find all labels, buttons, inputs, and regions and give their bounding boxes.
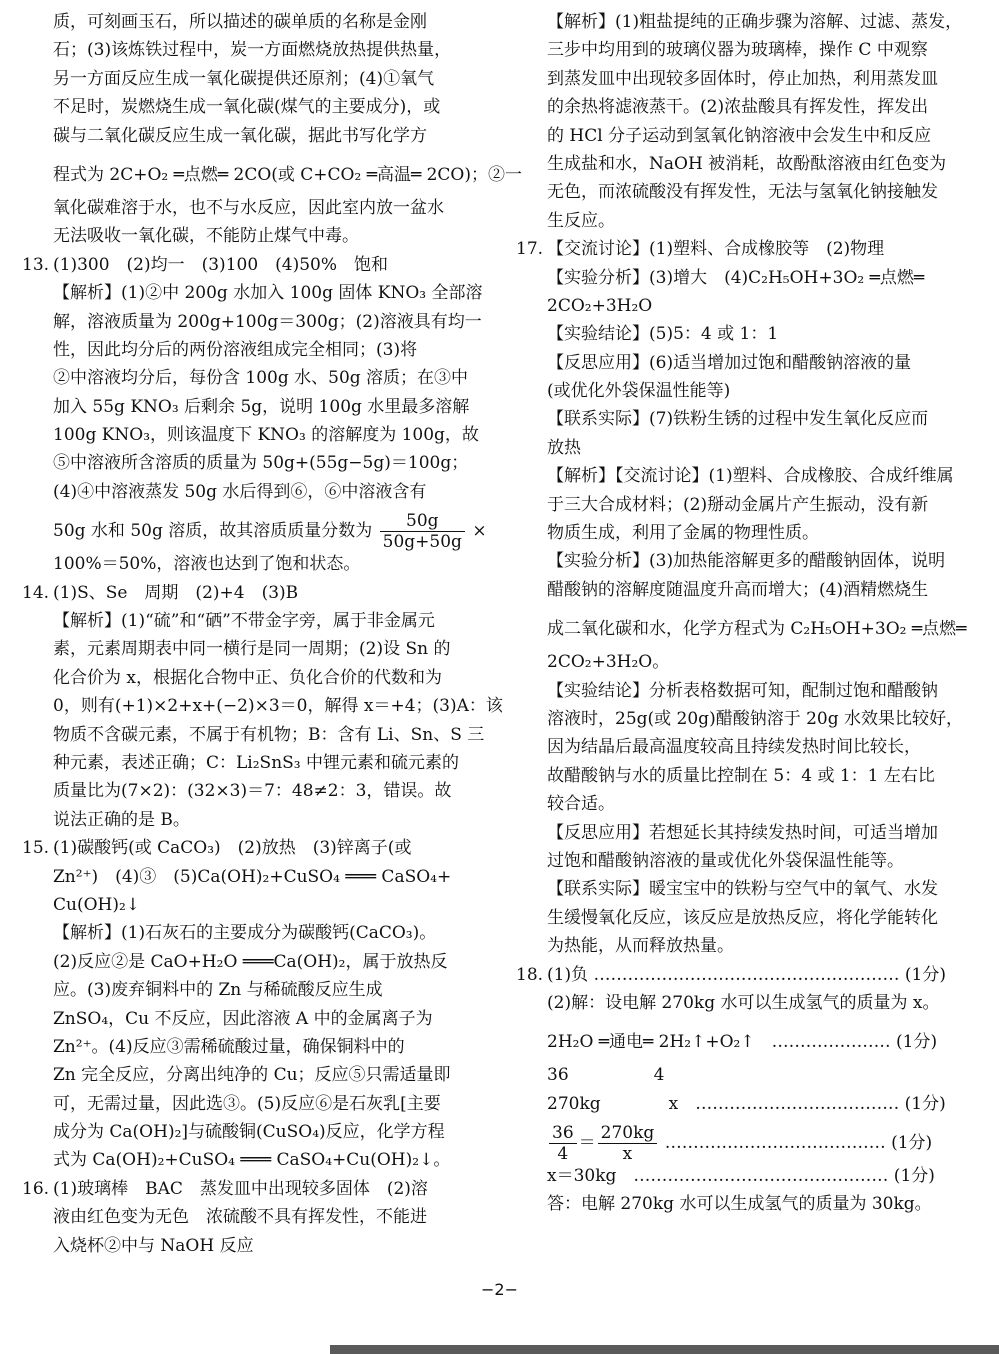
text-line: 【解析】(1)“硫”和“硒”不带金字旁，属于非金属元 — [53, 611, 435, 632]
text-line: 液由红色变为无色 浓硫酸不具有挥发性，不能进 — [53, 1207, 427, 1228]
text-line: 说法正确的是 B。 — [53, 809, 190, 830]
text-line: (4)④中溶液蒸发 50g 水后得到⑥，⑥中溶液含有 — [53, 481, 427, 502]
text-line: 石；(3)该炼铁过程中，炭一方面燃烧放热提供热量， — [53, 40, 452, 61]
text-line: 270kg x ……………………………… (1分) — [547, 1093, 946, 1114]
text-line: 故醋酸钠与水的质量比控制在 5：4 或 1：1 左右比 — [547, 765, 935, 786]
text-line: 氧化碳难溶于水，也不与水反应，因此室内放一盆水 — [53, 197, 444, 218]
text-line: 【实验结论】分析表格数据可知，配制过饱和醋酸钠 — [547, 680, 938, 701]
text-line: (2)解：设电解 270kg 水可以生成氢气的质量为 x。 — [547, 992, 940, 1013]
question-number: 15. — [22, 838, 50, 859]
fraction-line: 50g 水和 50g 溶质，故其溶质质量分数为 $\frac{50g}{50g+50g}$ × — [53, 511, 487, 553]
text-line: 入烧杯②中与 NaOH 反应 — [53, 1235, 254, 1256]
bottom-divider — [330, 1345, 999, 1354]
text-line: 生反应。 — [547, 210, 615, 231]
text-line: 解，溶液质量为 200g+100g＝300g；(2)溶液具有均一 — [53, 311, 482, 332]
text-line: 素，元素周期表中同一横行是同一周期；(2)设 Sn 的 — [53, 639, 451, 660]
question-number: 17. — [516, 239, 544, 260]
text-line: 生缓慢氧化反应，该反应是放热反应，将化学能转化 — [547, 907, 938, 928]
text-line: 质量比为(7×2)：(32×3)＝7：48≠2：3，错误。故 — [53, 781, 452, 802]
text-line: 生成盐和水，NaOH 被消耗，故酚酞溶液由红色变为 — [547, 153, 947, 174]
text-line: 【解析】(1)②中 200g 水加入 100g 固体 KNO₃ 全部溶 — [53, 283, 483, 304]
text-line: (2)反应②是 CaO+H₂O ═══Ca(OH)₂，属于放热反 — [53, 951, 448, 972]
text-line: 溶液时，25g(或 20g)醋酸钠溶于 20g 水效果比较好， — [547, 708, 964, 729]
text-line: Zn 完全反应，分离出纯净的 Cu；反应⑤只需适量即 — [53, 1065, 451, 1086]
text-line: 2CO₂+3H₂O。 — [547, 652, 670, 673]
question-16-answer: 16. (1)玻璃棒 BAC 蒸发皿中出现较多固体 (2)溶 — [22, 1175, 474, 1203]
text-line: ZnSO₄，Cu 不反应，因此溶液 A 中的金属离子为 — [53, 1008, 433, 1029]
text-line: 另一方面反应生成一氧化碳提供还原剂；(4)①氧气 — [53, 68, 435, 89]
text-line: 式为 Ca(OH)₂+CuSO₄ ═══ CaSO₄+Cu(OH)₂↓。 — [53, 1150, 451, 1171]
equation-line: 成二氧化碳和水，化学方程式为 C₂H₅OH+3O₂ ═点燃═ — [547, 619, 967, 640]
text-line: 2CO₂+3H₂O — [547, 295, 653, 316]
text-line: 醋酸钠的溶解度随温度升高而增大；(4)酒精燃烧生 — [547, 579, 929, 600]
right-column — [516, 8, 971, 1219]
text-line: 碳与二氧化碳反应生成一氧化碳，据此书写化学方 — [53, 125, 427, 146]
text-line: 三步中均用到的玻璃仪器为玻璃棒，操作 C 中观察 — [547, 40, 928, 61]
fraction-numerator: 50g — [380, 511, 465, 532]
question-13-answer: 13. (1)300 (2)均一 (3)100 (4)50% 饱和 — [22, 251, 474, 279]
text-line: 物质不含碳元素，不属于有机物；B：含有 Li、Sn、S 三 — [53, 724, 485, 745]
text-line: 应。(3)废弃铜料中的 Zn 与稀硫酸反应生成 — [53, 980, 383, 1001]
text-line: 的 HCl 分子运动到氢氧化钠溶液中会发生中和反应 — [547, 125, 932, 146]
text-line: 物质生成，利用了金属的物理性质。 — [547, 523, 819, 544]
left-column — [22, 8, 522, 1260]
text-line: 【实验分析】(3)加热能溶解更多的醋酸钠固体，说明 — [547, 551, 946, 572]
text-line: 过饱和醋酸钠溶液的量或优化外袋保温性能等。 — [547, 850, 904, 871]
equation-line: 【实验分析】(3)增大 (4)C₂H₅OH+3O₂ ═点燃═ — [547, 267, 925, 288]
text-line: Cu(OH)₂↓ — [53, 894, 141, 915]
equation-line: 程式为 2C+O₂ ═点燃═ 2CO(或 C+CO₂ ═高温═ 2CO)；②一 — [53, 164, 522, 185]
fraction — [380, 511, 465, 552]
question-number: 13. — [22, 254, 50, 275]
text-line: 种元素，表述正确；C：Li₂SnS₃ 中锂元素和硫元素的 — [53, 752, 460, 773]
fraction-denominator: 4 — [557, 1144, 569, 1165]
text-line: 【实验结论】(5)5：4 或 1：1 — [547, 324, 779, 345]
text-line: 【解析】(1)粗盐提纯的正确步骤为溶解、过滤、蒸发， — [547, 12, 963, 32]
question-18-answer: 18. (1)负 ……………………………………………… (1分) — [516, 961, 971, 989]
fraction — [598, 1123, 658, 1164]
equation-line: 2H₂O ═通电═ 2H₂↑+O₂↑ ………………… (1分) — [547, 1032, 938, 1053]
text-line: 【反思应用】(6)适当增加过饱和醋酸钠溶液的量 — [547, 352, 912, 373]
text-line: 成分为 Ca(OH)₂]与硫酸铜(CuSO₄)反应，化学方程 — [53, 1122, 445, 1143]
question-15-answer: 15. (1)碳酸钙(或 CaCO₃) (2)放热 (3)锌离子(或 — [22, 834, 474, 862]
text-line: 可，无需过量，因此选③。(5)反应⑥是石灰乳[主要 — [53, 1093, 441, 1114]
text-line: 无法吸收一氧化碳，不能防止煤气中毒。 — [53, 226, 359, 247]
text-line: 的余热将滤液蒸干。(2)浓盐酸具有挥发性，挥发出 — [547, 97, 929, 118]
text-line: 质，可刻画玉石，所以描述的碳单质的名称是金刚 — [53, 12, 427, 32]
text-line: 100g KNO₃，则该温度下 KNO₃ 的溶解度为 100g，故 — [53, 425, 479, 446]
fraction-denominator: x — [622, 1144, 633, 1165]
text-line: 【联系实际】(7)铁粉生锈的过程中发生氧化反应而 — [547, 409, 929, 430]
text-line: Zn²⁺) (4)③ (5)Ca(OH)₂+CuSO₄ ═══ CaSO₄+ — [53, 866, 452, 887]
text-line: 不足时，炭燃烧生成一氧化碳(煤气的主要成分)，或 — [53, 97, 441, 118]
text-line: 较合适。 — [547, 794, 615, 815]
text-line: 100%＝50%，溶液也达到了饱和状态。 — [53, 554, 361, 575]
text-line: 放热 — [547, 437, 581, 458]
question-number: 14. — [22, 582, 50, 603]
text-line: 性，因此均分后的两份溶液组成完全相同；(3)将 — [53, 339, 418, 360]
text-line: ②中溶液均分后，每份含 100g 水、50g 溶质；在③中 — [53, 368, 469, 389]
fraction — [549, 1123, 577, 1164]
fraction-denominator: 50g+50g — [382, 532, 462, 553]
text-line: x＝30kg ……………………………………… (1分) — [547, 1166, 935, 1187]
question-number: 16. — [22, 1178, 50, 1199]
question-number: 18. — [516, 964, 544, 985]
text-line: 【联系实际】暖宝宝中的铁粉与空气中的氧气、水发 — [547, 879, 938, 900]
text-line: ⑤中溶液所含溶质的质量为 50g+(55g−5g)＝100g； — [53, 453, 469, 474]
text-line: 【解析】【交流讨论】(1)塑料、合成橡胶、合成纤维属 — [547, 466, 954, 487]
text-line: (或优化外袋保温性能等) — [547, 381, 731, 402]
text-line: 化合价为 x，根据化合物中正、负化合价的代数和为 — [53, 667, 442, 688]
text-line: 到蒸发皿中出现较多固体时，停止加热，利用蒸发皿 — [547, 68, 938, 89]
text-line: 【反思应用】若想延长其持续发热时间，可适当增加 — [547, 822, 938, 843]
text-line: 36 4 — [547, 1065, 665, 1086]
page-number: −2− — [481, 1280, 518, 1299]
text-line: 于三大合成材料；(2)掰动金属片产生振动，没有新 — [547, 494, 929, 515]
text-line: 因为结晶后最高温度较高且持续发热时间比较长， — [547, 737, 921, 758]
text-line: 为热能，从而释放热量。 — [547, 936, 734, 957]
fraction-numerator: 270kg — [598, 1123, 658, 1144]
text-line: 【解析】(1)石灰石的主要成分为碳酸钙(CaCO₃)。 — [53, 923, 437, 944]
question-14-answer: 14. (1)S、Se 周期 (2)+4 (3)B — [22, 579, 474, 607]
text-line: 答：电解 270kg 水可以生成氢气的质量为 30kg。 — [547, 1194, 932, 1215]
proportion-line: $\frac{36}{4}$ ＝ $\frac{270kg}{x}$ ………………………………… (1分) — [516, 1118, 971, 1162]
text-line: 加入 55g KNO₃ 后剩余 5g，说明 100g 水里最多溶解 — [53, 396, 470, 417]
fraction-numerator: 36 — [549, 1123, 577, 1144]
text-line: Zn²⁺。(4)反应③需稀硫酸过量，确保铜料中的 — [53, 1036, 405, 1057]
question-17-answer: 17. 【交流讨论】(1)塑料、合成橡胶等 (2)物理 — [516, 235, 971, 263]
text-line: 0，则有(+1)×2+x+(−2)×3＝0，解得 x＝+4；(3)A：该 — [53, 696, 503, 717]
text-line: 无色，而浓硫酸没有挥发性，无法与氢氧化钠接触发 — [547, 182, 938, 203]
